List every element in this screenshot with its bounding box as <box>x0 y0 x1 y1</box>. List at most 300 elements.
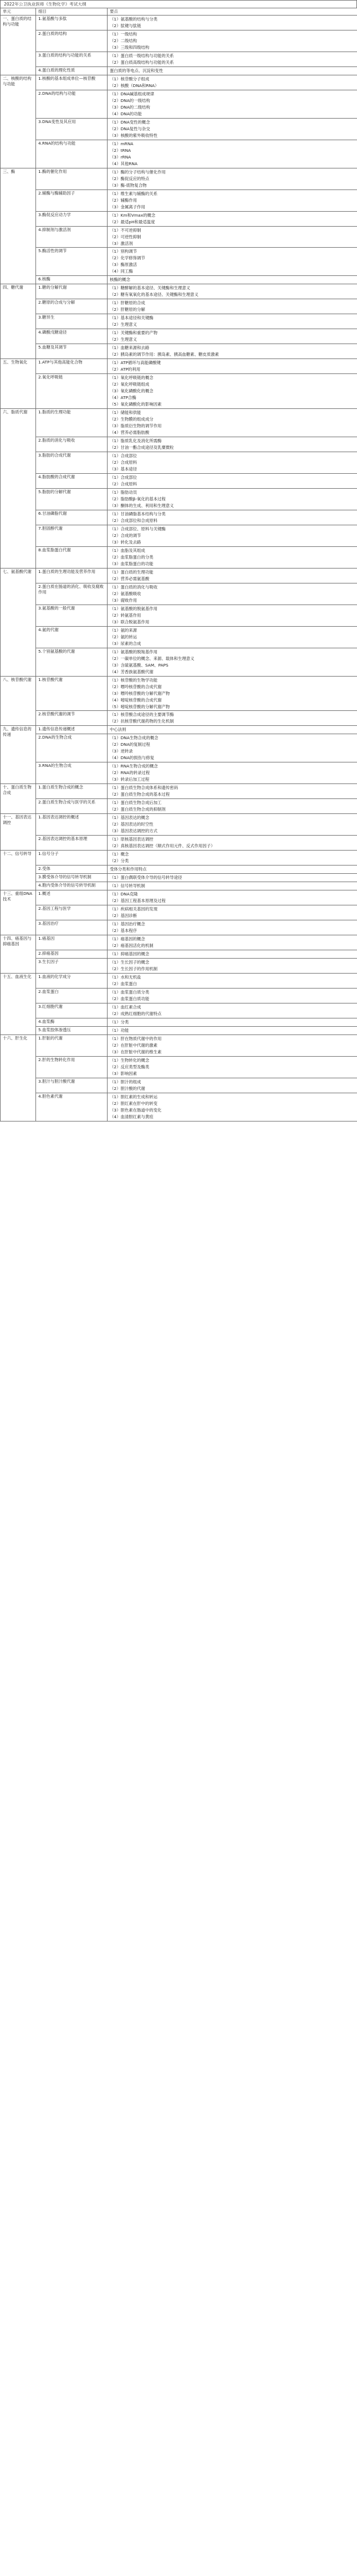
points-cell <box>108 66 357 75</box>
points-cell <box>108 882 357 890</box>
points-cell <box>108 474 357 489</box>
point-text: （4）同工酶 <box>110 269 133 274</box>
table-row <box>1 1003 357 1018</box>
item-cell: 1.脂质的生理功能 <box>36 409 108 437</box>
table-row <box>1 284 357 299</box>
point-text: （2）DNA复性与杂交 <box>110 126 150 131</box>
points-cell <box>108 568 357 583</box>
point-text: （3）核酸的紫外吸收特性 <box>110 132 158 138</box>
points-cell <box>108 583 357 605</box>
point-text: （2）RNA的转录过程 <box>110 770 150 776</box>
point-text: （3）氧化磷酸化的概念 <box>110 388 154 394</box>
item-cell: 6.甘油磷脂代谢 <box>36 510 108 525</box>
point-text: （2）转氨基作用 <box>110 612 141 618</box>
table-row <box>1 90 357 118</box>
item-cell: 8.血浆脂蛋白代谢 <box>36 546 108 568</box>
item-cell: 2.受体 <box>36 866 108 874</box>
point-text: （2）合成部位和合成原料 <box>110 518 158 523</box>
points-cell <box>108 1018 357 1026</box>
points-cell <box>108 1078 357 1093</box>
point-text: 受体分类和作用特点 <box>110 867 147 872</box>
point-text: （2）辅酶作用 <box>110 197 137 203</box>
points-cell <box>108 851 357 866</box>
item-cell: 2.血浆蛋白 <box>36 988 108 1003</box>
point-text: （3）联合脱氨基作用 <box>110 619 150 624</box>
table-row <box>1 988 357 1003</box>
point-text: （1）胆汁的组成 <box>110 1079 141 1084</box>
point-text: （4）其他RNA <box>110 161 137 166</box>
point-text: （1）合成部位 <box>110 453 137 459</box>
point-text: （1）基因治疗概念 <box>110 921 145 927</box>
point-text: （3）尿素的合成 <box>110 641 141 646</box>
point-text: （1）酶的分子结构与催化作用 <box>110 169 166 175</box>
point-text: （3）DNA的二级结构 <box>110 104 150 110</box>
point-text: （1）DNA碱基组成规律 <box>110 91 155 96</box>
table-row <box>1 799 357 814</box>
item-cell: 1.基因表达调控的概述 <box>36 814 108 836</box>
table-row <box>1 726 357 734</box>
table-row <box>1 546 357 568</box>
points-cell <box>108 711 357 726</box>
point-text: （1）生长因子的概念 <box>110 959 150 965</box>
point-text: （1）mRNA <box>110 141 134 146</box>
points-cell <box>108 314 357 329</box>
item-cell: 4.胞内受体介导的信号转导机制 <box>36 882 108 890</box>
table-row <box>1 248 357 276</box>
item-cell: 6.核酶 <box>36 276 108 284</box>
point-text: （2）糖有氧氧化的基本途径、关键酶和生理意义 <box>110 292 198 298</box>
item-cell: 2.蛋白质的结构 <box>36 30 108 52</box>
points-cell <box>108 344 357 359</box>
table-row <box>1 488 357 510</box>
point-text: 中心法则 <box>110 727 126 733</box>
points-cell <box>108 734 357 762</box>
point-text: （2）基因工程基本原理及过程 <box>110 898 166 904</box>
table-row <box>1 140 357 168</box>
point-text: （1）糖酵解的基本途径、关键酶和生理意义 <box>110 285 191 291</box>
document <box>0 0 357 1121</box>
table-row <box>1 882 357 890</box>
table-row <box>1 1078 357 1093</box>
points-cell <box>108 905 357 920</box>
item-cell: 1.酶的催化作用 <box>36 168 108 190</box>
table-row <box>1 784 357 799</box>
item-cell: 1.蛋白质生物合成的概念 <box>36 784 108 799</box>
points-cell <box>108 168 357 190</box>
point-text: （1）关键酶和重要的产物 <box>110 330 158 336</box>
point-text: （1）基本途径和关键酶 <box>110 315 154 321</box>
item-cell: 2.基因表达调控的基本原理 <box>36 836 108 851</box>
table-row <box>1 1056 357 1078</box>
table-row <box>1 648 357 676</box>
item-cell: 4.氨的代谢 <box>36 626 108 648</box>
point-text: （1）蛋白偶联受体介导的信号转导途径 <box>110 875 182 880</box>
item-cell: 5.酶活性的调节 <box>36 248 108 276</box>
item-cell: 3.酶促反应动力学 <box>36 211 108 226</box>
point-text: （2）DNA的一级结构 <box>110 98 150 103</box>
unit-cell: 九、遗传信息的传递 <box>1 726 36 784</box>
point-text: （1）脂肪动员 <box>110 489 137 495</box>
point-text: （3）三级和四级结构 <box>110 44 150 50</box>
item-cell: 4.磷酸戊糖途径 <box>36 329 108 344</box>
table-row <box>1 762 357 784</box>
table-row <box>1 950 357 958</box>
table-row <box>1 118 357 140</box>
point-text: （2）胆红素在肝中的转变 <box>110 1100 158 1106</box>
point-text: （4）DNA的损伤与修复 <box>110 755 155 761</box>
points-cell <box>108 799 357 814</box>
table-row <box>1 15 357 30</box>
item-cell: 1.遗传信息传递概述 <box>36 726 108 734</box>
point-text: （2）氨基酸吸收 <box>110 591 141 596</box>
points-cell <box>108 140 357 168</box>
item-cell: 1.糖的分解代谢 <box>36 284 108 299</box>
point-text: （1）不可逆抑制 <box>110 227 141 233</box>
points-cell <box>108 409 357 437</box>
point-text: （1）肝在物质代谢中的作用 <box>110 1036 162 1041</box>
unit-cell: 六、脂质代谢 <box>1 409 36 569</box>
table-row <box>1 711 357 726</box>
points-cell <box>108 1056 357 1078</box>
point-text: （2）氧化呼吸链组成 <box>110 382 150 387</box>
table-row <box>1 1093 357 1121</box>
point-text: （1）蛋白质的生理功能 <box>110 569 154 575</box>
table-row <box>1 958 357 973</box>
point-text: （1）蛋白质生物合成体系和遗传密码 <box>110 785 178 791</box>
point-text: （1）血红素合成 <box>110 1004 141 1010</box>
header-points: 要点 <box>108 8 357 16</box>
points-cell <box>108 626 357 648</box>
item-cell: 2.蛋白质在肠道的消化、吸收及腐败作用 <box>36 583 108 605</box>
point-text: （2）tRNA <box>110 147 131 153</box>
item-cell: 3.糖异生 <box>36 314 108 329</box>
point-text: （2）二级结构 <box>110 38 137 43</box>
points-cell <box>108 190 357 211</box>
point-text: （1）氨的来源 <box>110 627 137 633</box>
points-cell <box>108 546 357 568</box>
point-text: （2）胆汁酸的代谢 <box>110 1085 145 1091</box>
item-cell: 1.血液的化学成分 <box>36 973 108 988</box>
item-cell: 3.RNA的生物合成 <box>36 762 108 784</box>
points-cell <box>108 973 357 988</box>
table-row <box>1 874 357 882</box>
table-row <box>1 474 357 489</box>
item-cell: 3.蛋白质的结构与功能的关系 <box>36 52 108 66</box>
table-row <box>1 437 357 452</box>
point-text: （2）癌基因活化的机制 <box>110 943 154 948</box>
points-cell <box>108 1035 357 1056</box>
point-text: （3）脂质衍生物的调节作用 <box>110 423 162 429</box>
point-text: （1）抑癌基因的概念 <box>110 951 150 956</box>
item-cell: 1.肝脏的代谢 <box>36 1035 108 1056</box>
point-text: （1）氨基酸的脱氨基作用 <box>110 606 158 611</box>
points-cell <box>108 1093 357 1121</box>
points-cell <box>108 935 357 950</box>
points-cell <box>108 958 357 973</box>
item-cell: 3.DNA变性及其应用 <box>36 118 108 140</box>
point-text: （1）RNA生物合成的概念 <box>110 764 158 769</box>
point-text: （2）化学修饰调节 <box>110 255 145 261</box>
item-cell: 4.血浆酶 <box>36 1018 108 1026</box>
point-text: （1）一级结构 <box>110 31 137 37</box>
point-text: （5）氧化磷酸化的影响因素 <box>110 402 162 407</box>
point-text: （1）氨基酸的结构与分类 <box>110 16 158 22</box>
table-row <box>1 30 357 52</box>
points-cell <box>108 211 357 226</box>
points-cell <box>108 605 357 626</box>
unit-cell: 十三、重组DNA技术 <box>1 890 36 935</box>
points-cell <box>108 814 357 836</box>
table-row <box>1 359 357 374</box>
points-cell <box>108 920 357 935</box>
points-cell <box>108 874 357 882</box>
item-cell: 3.胆汁与胆汁酸代谢 <box>36 1078 108 1093</box>
document-title: 2022年公卫执业医师《生物化学》考试大纲 <box>0 0 357 8</box>
point-text: （2）真核基因表达调控（顺式作用元件、反式作用因子） <box>110 843 215 849</box>
points-cell <box>108 30 357 52</box>
points-cell <box>108 510 357 525</box>
point-text: （1）血糖来源和去路 <box>110 345 150 351</box>
item-cell: 2.DNA的生物合成 <box>36 734 108 762</box>
table-row <box>1 66 357 75</box>
table-row <box>1 452 357 474</box>
item-cell: 2.基因工程与医学 <box>36 905 108 920</box>
point-text: （2）抗核苷酸代谢药物的生化机制 <box>110 719 174 724</box>
point-text: （4）芳香族氨基酸代谢 <box>110 669 154 674</box>
unit-cell: 四、糖代谢 <box>1 284 36 359</box>
table-body <box>1 15 357 1121</box>
points-cell <box>108 374 357 409</box>
table-row <box>1 510 357 525</box>
table-row <box>1 299 357 314</box>
table-row <box>1 1035 357 1056</box>
point-text: （1）储能和供能 <box>110 410 141 416</box>
item-cell: 1.信号分子 <box>36 851 108 866</box>
point-text: （3）血浆脂蛋白的功能 <box>110 561 154 566</box>
item-cell: 1.癌基因 <box>36 935 108 950</box>
point-text: （1）胆红素的生成和转运 <box>110 1094 158 1099</box>
points-cell <box>108 75 357 90</box>
item-cell: 2.糖原的合成与分解 <box>36 299 108 314</box>
point-text: （1）别构调节 <box>110 249 137 254</box>
point-text: （2）合成原料 <box>110 481 137 486</box>
unit-cell: 一、蛋白质的结构与功能 <box>1 15 36 75</box>
points-cell <box>108 248 357 276</box>
table-row <box>1 190 357 211</box>
item-cell: 2.DNA的结构与功能 <box>36 90 108 118</box>
point-text: （3）基本途径 <box>110 467 137 472</box>
points-cell <box>108 15 357 30</box>
point-text: （2）合成原料 <box>110 460 137 465</box>
point-text: （2）可逆性抑制 <box>110 234 141 239</box>
table-row <box>1 314 357 329</box>
item-cell: 3.红细胞代谢 <box>36 1003 108 1018</box>
point-text: （1）蛋白质一级结构与功能的关系 <box>110 53 174 58</box>
point-text: （1）功能 <box>110 1027 129 1033</box>
point-text: （1）Km和Vmax的概念 <box>110 212 156 218</box>
point-text: （2）基因表达的时空性 <box>110 822 154 827</box>
item-cell: 5.个别氨基酸的代谢 <box>36 648 108 676</box>
table-row <box>1 920 357 935</box>
point-text: （3）腐败作用 <box>110 597 137 603</box>
syllabus-table <box>0 8 357 1121</box>
points-cell <box>108 299 357 314</box>
points-cell <box>108 784 357 799</box>
points-cell <box>108 284 357 299</box>
point-text: （1）分类 <box>110 1019 129 1025</box>
item-cell: 5.血浆胶体渗透压 <box>36 1026 108 1035</box>
point-text: （2）生理意义 <box>110 322 137 327</box>
points-cell <box>108 866 357 874</box>
points-cell <box>108 329 357 344</box>
table-row <box>1 226 357 248</box>
point-text: （2）蛋白质生物合成的基本过程 <box>110 792 170 797</box>
point-text: （3）转录后加工过程 <box>110 777 150 782</box>
item-cell: 5.血糖及其调节 <box>36 344 108 359</box>
points-cell <box>108 676 357 711</box>
point-text: （2）生理意义 <box>110 337 137 342</box>
item-cell: 3.脂肪的合成代谢 <box>36 452 108 474</box>
item-cell: 1.氨基酸与多肽 <box>36 15 108 30</box>
item-cell: 3.生长因子 <box>36 958 108 973</box>
point-text: （2）一碳单位的概念、来源、载体和生理意义 <box>110 655 195 661</box>
point-text: （2）营养必需氨基酸 <box>110 576 150 581</box>
points-cell <box>108 1026 357 1035</box>
point-text: （3）金属离子作用 <box>110 204 145 209</box>
point-text: （2）氨的转运 <box>110 634 137 639</box>
point-text: （1）蛋白质的消化与吸收 <box>110 584 158 590</box>
point-text: （2）在肝脏中代谢的激素 <box>110 1042 158 1048</box>
table-row <box>1 734 357 762</box>
points-cell <box>108 276 357 284</box>
point-text: （2）蛋白质生物合成的抑制剂 <box>110 807 166 812</box>
points-cell <box>108 359 357 374</box>
point-text: （3）影响因素 <box>110 1071 137 1076</box>
point-text: （1）合成部位、原料与关键酶 <box>110 526 166 531</box>
item-cell: 1.ATP与其他高能化合物 <box>36 359 108 374</box>
item-cell: 2.氧化呼吸链 <box>36 374 108 409</box>
table-row <box>1 890 357 905</box>
points-cell <box>108 836 357 851</box>
unit-cell: 五、生物氧化 <box>1 359 36 409</box>
table-row <box>1 1026 357 1035</box>
point-text: （1）蛋白质生物合成后加工 <box>110 800 162 806</box>
point-text: （1）核苷酸合成途径的主要调节酶 <box>110 712 174 718</box>
unit-cell: 十五、血液生化 <box>1 973 36 1035</box>
unit-cell: 三、酶 <box>1 168 36 284</box>
point-text: （3）逆转录 <box>110 749 133 754</box>
point-text: （2）肽键与肽链 <box>110 23 141 28</box>
item-cell: 3.基因治疗 <box>36 920 108 935</box>
point-text: （2）DNA的复制过程 <box>110 742 150 747</box>
point-text: （4）ATP合酶 <box>110 395 136 401</box>
points-cell <box>108 90 357 118</box>
point-text: （3）含硫氨基酸、SAM、PAPS <box>110 662 169 668</box>
point-text: （2）血浆脂蛋白的分类 <box>110 554 154 560</box>
item-cell: 4.胆色素代谢 <box>36 1093 108 1121</box>
points-cell <box>108 525 357 546</box>
point-text: （4）嘧啶核苷酸的合成代谢 <box>110 697 162 703</box>
item-cell: 2.核苷酸代谢的调节 <box>36 711 108 726</box>
point-text: （3）转化及去路 <box>110 539 141 545</box>
table-row <box>1 583 357 605</box>
point-text: （2）ATP的利用 <box>110 367 141 372</box>
point-text: （2）基因诊断 <box>110 913 137 919</box>
table-row <box>1 329 357 344</box>
point-text: （1）甘油磷脂基本结构与分类 <box>110 511 166 516</box>
point-text: （5）嘧啶核苷酸的分解代谢产物 <box>110 704 170 709</box>
table-row <box>1 814 357 836</box>
point-text: （2）反应类型及酶类 <box>110 1064 150 1069</box>
item-cell: 2.肝的生物转化作用 <box>36 1056 108 1078</box>
point-text: （1）核苷酸分子组成 <box>110 76 150 81</box>
point-text: （1）信号转导机制 <box>110 883 145 889</box>
table-row <box>1 626 357 648</box>
point-text: （3）胆色素在肠道中的变化 <box>110 1107 162 1113</box>
unit-cell: 十一、基因表达调控 <box>1 814 36 851</box>
table-row <box>1 605 357 626</box>
point-text: （2）生物膜的组成成分 <box>110 417 154 422</box>
point-text: （3）酶原激活 <box>110 262 137 268</box>
point-text: （1）水和无机盐 <box>110 974 141 980</box>
points-cell <box>108 118 357 140</box>
points-cell <box>108 988 357 1003</box>
unit-cell: 十、蛋白质生物合成 <box>1 784 36 814</box>
point-text: （3）酮体的生成、利用和生理意义 <box>110 503 174 508</box>
points-cell <box>108 226 357 248</box>
table-row <box>1 52 357 66</box>
point-text: （1）肝糖原的合成 <box>110 300 145 306</box>
point-text: （2）基本程序 <box>110 928 137 934</box>
point-text: （1）基因表达的概念 <box>110 815 150 821</box>
item-cell: 1.概述 <box>36 890 108 905</box>
point-text: （2）蛋白质高级结构与功能的关系 <box>110 59 174 65</box>
unit-cell: 十二、信号转导 <box>1 851 36 890</box>
point-text: （2）胰岛素的调节作用：胰岛素、胰高血糖素、糖皮质激素 <box>110 352 219 357</box>
point-text: （2）生长因子的作用机制 <box>110 966 158 971</box>
points-cell <box>108 762 357 784</box>
point-text: （3）基因表达调控的方式 <box>110 828 158 834</box>
table-row <box>1 973 357 988</box>
item-cell: 1.核酸的基本组成单位—核苷酸 <box>36 75 108 90</box>
item-cell: 1.核苷酸代谢 <box>36 676 108 711</box>
point-text: （1）合成部位 <box>110 475 137 480</box>
point-text: 核酶的概念 <box>110 277 130 283</box>
header-item: 细目 <box>36 8 108 16</box>
point-text: （2）肝糖原的分解 <box>110 307 145 313</box>
point-text: （1）癌基因的概念 <box>110 936 145 942</box>
points-cell <box>108 890 357 905</box>
point-text: （1）血脂及其组成 <box>110 547 145 553</box>
item-cell: 3.氨基酸的一般代谢 <box>36 605 108 626</box>
table-header-row <box>1 8 357 16</box>
point-text: （3）嘌呤核苷酸的分解代谢产物 <box>110 690 170 696</box>
points-cell <box>108 648 357 676</box>
point-text: （2）分类 <box>110 858 129 864</box>
item-cell: 4.脂肪酸的合成代谢 <box>36 474 108 489</box>
point-text: （2）嘌呤核苷酸的合成代谢 <box>110 684 162 689</box>
point-text: （1）氨基酸的脱羧基作用 <box>110 649 158 654</box>
points-cell <box>108 452 357 474</box>
point-text: （1）DNA克隆 <box>110 892 138 897</box>
table-row <box>1 568 357 583</box>
point-text: （3）rRNA <box>110 154 131 160</box>
points-cell <box>108 1003 357 1018</box>
point-text: （2）核酸（DNA和RNA） <box>110 83 159 88</box>
table-row <box>1 905 357 920</box>
point-text: （2）脂肪酸β-氧化的基本过程 <box>110 496 166 501</box>
point-text: （2）酶促反应的特点 <box>110 176 150 181</box>
